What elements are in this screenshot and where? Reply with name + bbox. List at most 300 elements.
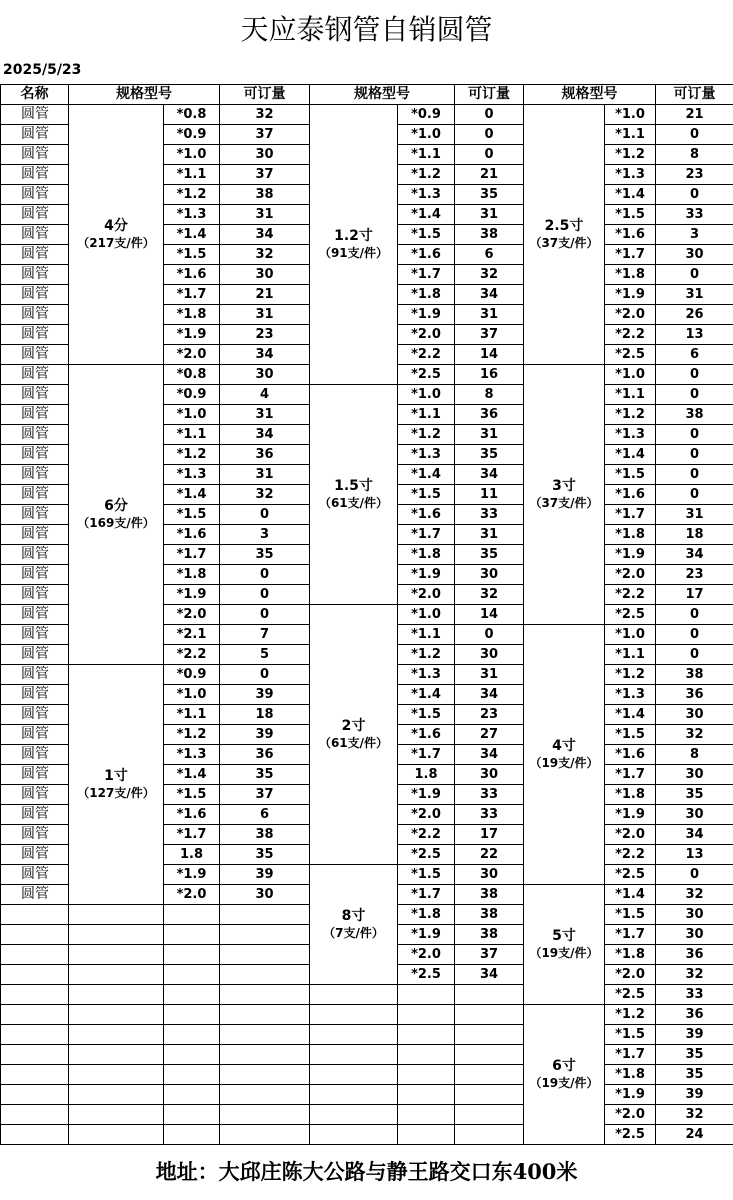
spec-cell: *1.5 (164, 785, 220, 805)
quantity-cell: 0 (656, 445, 733, 465)
spec-cell: *2.1 (164, 625, 220, 645)
table-row (1, 1105, 733, 1125)
spec-cell: *0.9 (164, 125, 220, 145)
empty-cell (455, 1125, 524, 1145)
quantity-cell: 23 (656, 565, 733, 585)
spec-cell: *1.2 (164, 185, 220, 205)
quantity-cell: 8 (656, 745, 733, 765)
spec-cell: *1.0 (398, 605, 455, 625)
spec-cell: *1.3 (398, 185, 455, 205)
header-qty-3: 可订量 (656, 85, 733, 105)
table-header-row (1, 85, 733, 105)
quantity-cell: 7 (220, 625, 310, 645)
product-name-cell: 圆管 (1, 525, 69, 545)
product-name-cell: 圆管 (1, 845, 69, 865)
quantity-cell: 8 (656, 145, 733, 165)
quantity-cell: 37 (455, 325, 524, 345)
quantity-cell: 23 (455, 705, 524, 725)
spec-cell: 1.8 (164, 845, 220, 865)
product-name-cell (1, 1085, 69, 1105)
empty-cell (220, 1125, 310, 1145)
spec-cell: *2.0 (164, 605, 220, 625)
spec-cell: *1.2 (605, 1005, 656, 1025)
quantity-cell: 38 (455, 905, 524, 925)
quantity-cell: 11 (455, 485, 524, 505)
quantity-cell: 23 (220, 325, 310, 345)
quantity-cell: 37 (220, 165, 310, 185)
quantity-cell: 38 (656, 665, 733, 685)
quantity-cell: 35 (455, 445, 524, 465)
quantity-cell: 30 (455, 645, 524, 665)
quantity-cell: 0 (220, 565, 310, 585)
empty-cell (164, 905, 220, 925)
pack-count-label: （7支/件） (323, 925, 384, 940)
quantity-cell: 5 (220, 645, 310, 665)
size-group-cell (310, 865, 398, 985)
quantity-cell: 38 (455, 925, 524, 945)
spec-cell: *1.8 (605, 785, 656, 805)
empty-cell (398, 1105, 455, 1125)
empty-cell (398, 1045, 455, 1065)
quantity-cell: 34 (455, 285, 524, 305)
spec-cell: *1.7 (164, 825, 220, 845)
quantity-cell: 32 (220, 485, 310, 505)
empty-cell (455, 1065, 524, 1085)
quantity-cell: 0 (455, 105, 524, 125)
quantity-cell: 39 (656, 1085, 733, 1105)
product-name-cell: 圆管 (1, 245, 69, 265)
product-name-cell: 圆管 (1, 125, 69, 145)
quantity-cell: 0 (656, 425, 733, 445)
quantity-cell: 4 (220, 385, 310, 405)
spec-cell: *1.2 (164, 725, 220, 745)
quantity-cell: 0 (220, 585, 310, 605)
product-name-cell: 圆管 (1, 565, 69, 585)
empty-cell (310, 1105, 398, 1125)
product-name-cell: 圆管 (1, 785, 69, 805)
spec-cell: *2.5 (605, 1125, 656, 1145)
quantity-cell: 0 (455, 125, 524, 145)
quantity-cell: 0 (656, 605, 733, 625)
spec-cell: *1.8 (398, 285, 455, 305)
quantity-cell: 32 (455, 585, 524, 605)
spec-cell: *1.9 (398, 565, 455, 585)
quantity-cell: 8 (455, 385, 524, 405)
spec-cell: *1.9 (605, 285, 656, 305)
spec-cell: *1.0 (605, 365, 656, 385)
quantity-cell: 17 (455, 825, 524, 845)
quantity-cell: 0 (220, 605, 310, 625)
quantity-cell: 31 (220, 405, 310, 425)
product-name-cell: 圆管 (1, 625, 69, 645)
product-name-cell: 圆管 (1, 725, 69, 745)
product-name-cell (1, 945, 69, 965)
quantity-cell: 14 (455, 605, 524, 625)
product-name-cell (1, 985, 69, 1005)
product-name-cell: 圆管 (1, 225, 69, 245)
spec-cell: *2.5 (398, 365, 455, 385)
spec-cell: *2.2 (605, 325, 656, 345)
spec-cell: *1.9 (398, 785, 455, 805)
quantity-cell: 37 (220, 785, 310, 805)
product-name-cell: 圆管 (1, 325, 69, 345)
size-group-cell (310, 385, 398, 605)
spec-cell: *1.1 (164, 705, 220, 725)
spec-cell: *1.0 (164, 685, 220, 705)
spec-cell: *1.7 (164, 545, 220, 565)
spec-cell: *1.5 (398, 705, 455, 725)
size-group-cell (69, 365, 164, 665)
empty-cell (398, 1025, 455, 1045)
spec-cell: *1.5 (605, 205, 656, 225)
size-group-label: 4分 (104, 217, 128, 234)
product-name-cell: 圆管 (1, 165, 69, 185)
spec-cell: *1.9 (164, 325, 220, 345)
pack-count-label: （19支/件） (529, 755, 599, 770)
table-row (1, 1065, 733, 1085)
spec-cell: *1.1 (164, 425, 220, 445)
product-name-cell: 圆管 (1, 285, 69, 305)
spec-cell: *1.2 (605, 405, 656, 425)
pack-count-label: （37支/件） (529, 235, 599, 250)
product-name-cell: 圆管 (1, 865, 69, 885)
header-qty-2: 可订量 (455, 85, 524, 105)
spec-cell: *1.4 (164, 485, 220, 505)
spec-cell: *1.0 (398, 385, 455, 405)
quantity-cell: 34 (455, 685, 524, 705)
quantity-cell: 6 (455, 245, 524, 265)
empty-cell (398, 1065, 455, 1085)
address-footer: 地址：大邱庄陈大公路与静王路交口东400米 (155, 1159, 578, 1184)
spec-cell: *1.1 (605, 125, 656, 145)
header-name: 名称 (1, 85, 69, 105)
empty-cell (164, 925, 220, 945)
size-group-label: 2寸 (341, 717, 366, 734)
empty-cell (164, 965, 220, 985)
product-name-cell: 圆管 (1, 105, 69, 125)
empty-cell (69, 945, 164, 965)
spec-cell: *1.8 (605, 1065, 656, 1085)
quantity-cell: 39 (220, 725, 310, 745)
empty-cell (220, 1065, 310, 1085)
product-name-cell: 圆管 (1, 665, 69, 685)
product-name-cell: 圆管 (1, 365, 69, 385)
product-name-cell (1, 1105, 69, 1125)
product-name-cell: 圆管 (1, 685, 69, 705)
empty-cell (69, 925, 164, 945)
spec-cell: *2.0 (398, 325, 455, 345)
empty-cell (220, 925, 310, 945)
spec-cell: *2.2 (164, 645, 220, 665)
product-name-cell (1, 1065, 69, 1085)
quantity-cell: 34 (220, 345, 310, 365)
quantity-cell: 0 (220, 665, 310, 685)
product-name-cell (1, 1005, 69, 1025)
table-row (1, 1085, 733, 1105)
spec-cell: *1.8 (164, 565, 220, 585)
quantity-cell: 21 (656, 105, 733, 125)
spec-cell: *2.0 (164, 885, 220, 905)
table-row (1, 1025, 733, 1045)
spec-cell: *1.3 (605, 425, 656, 445)
quantity-cell: 33 (656, 985, 733, 1005)
quantity-cell: 36 (220, 445, 310, 465)
spec-cell: *1.4 (605, 445, 656, 465)
quantity-cell: 30 (220, 365, 310, 385)
product-name-cell: 圆管 (1, 305, 69, 325)
spec-cell: *1.5 (164, 245, 220, 265)
spec-cell: *1.3 (164, 465, 220, 485)
spec-cell: *1.1 (605, 645, 656, 665)
spec-cell: *1.8 (605, 265, 656, 285)
quantity-cell: 30 (656, 925, 733, 945)
product-name-cell: 圆管 (1, 825, 69, 845)
empty-cell (220, 1025, 310, 1045)
spec-cell: *1.9 (164, 585, 220, 605)
quantity-cell: 0 (656, 465, 733, 485)
quantity-cell: 33 (455, 805, 524, 825)
empty-cell (164, 1105, 220, 1125)
spec-cell: *1.4 (398, 205, 455, 225)
quantity-cell: 17 (656, 585, 733, 605)
spec-cell: *1.7 (605, 1045, 656, 1065)
quantity-cell: 30 (220, 885, 310, 905)
size-group-label: 1寸 (104, 767, 128, 784)
spec-cell: *2.0 (398, 805, 455, 825)
quantity-cell: 18 (220, 705, 310, 725)
product-name-cell: 圆管 (1, 765, 69, 785)
pack-count-label: （91支/件） (318, 245, 389, 260)
quantity-cell: 32 (656, 885, 733, 905)
quantity-cell: 30 (220, 145, 310, 165)
product-name-cell: 圆管 (1, 465, 69, 485)
quantity-cell: 31 (455, 665, 524, 685)
quantity-cell: 38 (455, 885, 524, 905)
quantity-cell: 34 (656, 545, 733, 565)
spec-cell: *1.6 (164, 525, 220, 545)
quantity-cell: 13 (656, 325, 733, 345)
product-name-cell: 圆管 (1, 485, 69, 505)
quantity-cell: 24 (656, 1125, 733, 1145)
spec-cell: *2.5 (605, 345, 656, 365)
quantity-cell: 33 (656, 205, 733, 225)
spec-cell: *1.9 (398, 925, 455, 945)
spec-cell: *1.3 (605, 165, 656, 185)
empty-cell (164, 1085, 220, 1105)
quantity-cell: 0 (455, 145, 524, 165)
spec-cell: *1.5 (164, 505, 220, 525)
spec-cell: *1.3 (398, 445, 455, 465)
quantity-cell: 21 (455, 165, 524, 185)
spec-cell: *1.7 (164, 285, 220, 305)
product-name-cell: 圆管 (1, 705, 69, 725)
spec-cell: *1.2 (605, 145, 656, 165)
empty-cell (69, 965, 164, 985)
spec-cell: *2.5 (605, 865, 656, 885)
product-name-cell (1, 925, 69, 945)
spec-cell: *2.5 (605, 985, 656, 1005)
quantity-cell: 36 (455, 405, 524, 425)
empty-cell (455, 1105, 524, 1125)
spec-cell: *0.8 (164, 105, 220, 125)
spec-cell: *2.0 (398, 945, 455, 965)
spec-cell: *1.8 (605, 525, 656, 545)
product-name-cell (1, 1025, 69, 1045)
spec-cell: *1.7 (605, 245, 656, 265)
spec-cell: *1.4 (398, 465, 455, 485)
spec-cell: *1.7 (398, 745, 455, 765)
quantity-cell: 38 (220, 825, 310, 845)
spec-cell: *2.0 (605, 965, 656, 985)
quantity-cell: 35 (656, 1065, 733, 1085)
spec-cell: *1.6 (164, 805, 220, 825)
empty-cell (164, 985, 220, 1005)
empty-cell (220, 945, 310, 965)
product-name-cell: 圆管 (1, 145, 69, 165)
quantity-cell: 35 (656, 785, 733, 805)
quantity-cell: 32 (220, 245, 310, 265)
product-name-cell: 圆管 (1, 745, 69, 765)
product-name-cell: 圆管 (1, 445, 69, 465)
quantity-cell: 0 (656, 485, 733, 505)
quantity-cell: 36 (656, 685, 733, 705)
quantity-cell: 16 (455, 365, 524, 385)
spec-cell: *1.8 (398, 905, 455, 925)
quantity-cell: 39 (656, 1025, 733, 1045)
quantity-cell: 34 (455, 465, 524, 485)
spec-cell: *1.2 (605, 665, 656, 685)
empty-cell (220, 965, 310, 985)
quantity-cell: 36 (656, 945, 733, 965)
spec-cell: *1.6 (605, 745, 656, 765)
page-title: 天应泰钢管自销圆管 (240, 13, 493, 46)
table-row (1, 1045, 733, 1065)
size-group-label: 5寸 (552, 927, 576, 944)
product-name-cell: 圆管 (1, 505, 69, 525)
product-name-cell: 圆管 (1, 425, 69, 445)
quantity-cell: 35 (220, 545, 310, 565)
quantity-cell: 31 (656, 505, 733, 525)
spec-cell: *1.7 (605, 505, 656, 525)
pack-count-label: （169支/件） (77, 515, 155, 530)
spec-cell: *1.9 (164, 865, 220, 885)
spec-cell: *2.5 (398, 845, 455, 865)
spec-cell: *1.3 (164, 205, 220, 225)
spec-cell: *0.9 (398, 105, 455, 125)
spec-cell: *1.1 (605, 385, 656, 405)
spec-cell: *1.3 (398, 665, 455, 685)
pack-count-label: （61支/件） (318, 495, 389, 510)
spec-cell: *1.7 (398, 885, 455, 905)
empty-cell (69, 1045, 164, 1065)
empty-cell (69, 1065, 164, 1085)
quantity-cell: 30 (455, 765, 524, 785)
quantity-cell: 0 (656, 125, 733, 145)
quantity-cell: 31 (455, 305, 524, 325)
empty-cell (220, 1005, 310, 1025)
quantity-cell: 32 (656, 725, 733, 745)
product-name-cell: 圆管 (1, 385, 69, 405)
spec-cell: *1.7 (605, 765, 656, 785)
quantity-cell: 3 (656, 225, 733, 245)
spec-cell: *1.6 (398, 725, 455, 745)
spec-cell: *1.2 (398, 425, 455, 445)
empty-cell (69, 1025, 164, 1045)
quantity-cell: 35 (656, 1045, 733, 1065)
quantity-cell: 34 (455, 965, 524, 985)
empty-cell (455, 1085, 524, 1105)
quantity-cell: 0 (656, 185, 733, 205)
header-spec-3: 规格型号 (524, 85, 656, 105)
size-group-cell (69, 105, 164, 365)
spec-cell: *1.3 (605, 685, 656, 705)
quantity-cell: 30 (455, 565, 524, 585)
spec-cell: *1.2 (398, 165, 455, 185)
spec-cell: *1.6 (398, 245, 455, 265)
quantity-cell: 18 (656, 525, 733, 545)
spec-cell: *1.2 (164, 445, 220, 465)
product-name-cell: 圆管 (1, 205, 69, 225)
product-name-cell: 圆管 (1, 405, 69, 425)
quantity-cell: 35 (220, 845, 310, 865)
spec-cell: *1.8 (164, 305, 220, 325)
quantity-cell: 33 (455, 785, 524, 805)
product-name-cell (1, 965, 69, 985)
spec-cell: *2.5 (605, 605, 656, 625)
empty-cell (164, 1065, 220, 1085)
spec-cell: *1.5 (398, 865, 455, 885)
quantity-cell: 34 (656, 825, 733, 845)
quantity-cell: 0 (656, 625, 733, 645)
pack-count-label: （19支/件） (529, 1075, 599, 1090)
table-row (1, 1125, 733, 1145)
spec-cell: *2.0 (398, 585, 455, 605)
spec-cell: *0.8 (164, 365, 220, 385)
spec-cell: *1.8 (398, 545, 455, 565)
spec-cell: *1.6 (164, 265, 220, 285)
quantity-cell: 30 (656, 705, 733, 725)
empty-cell (69, 1085, 164, 1105)
empty-cell (455, 985, 524, 1005)
quantity-cell: 38 (455, 225, 524, 245)
stock-table (0, 84, 733, 1145)
product-name-cell: 圆管 (1, 645, 69, 665)
empty-cell (69, 985, 164, 1005)
quantity-cell: 31 (455, 425, 524, 445)
spec-cell: *1.0 (164, 145, 220, 165)
empty-cell (69, 1105, 164, 1125)
quantity-cell: 0 (220, 505, 310, 525)
spec-cell: *1.9 (605, 545, 656, 565)
quantity-cell: 30 (656, 805, 733, 825)
size-group-label: 6分 (104, 497, 128, 514)
quantity-cell: 23 (656, 165, 733, 185)
spec-cell: *1.4 (164, 225, 220, 245)
spec-cell: *2.0 (605, 565, 656, 585)
spec-cell: *1.1 (164, 165, 220, 185)
pack-count-label: （37支/件） (529, 495, 599, 510)
product-name-cell: 圆管 (1, 585, 69, 605)
quantity-cell: 31 (455, 525, 524, 545)
pack-count-label: （217支/件） (77, 235, 155, 250)
quantity-cell: 36 (220, 745, 310, 765)
spec-cell: *1.5 (605, 465, 656, 485)
spec-cell: *1.5 (605, 725, 656, 745)
size-group-label: 1.5寸 (334, 477, 373, 494)
quantity-cell: 34 (455, 745, 524, 765)
empty-cell (398, 1005, 455, 1025)
quantity-cell: 30 (656, 245, 733, 265)
